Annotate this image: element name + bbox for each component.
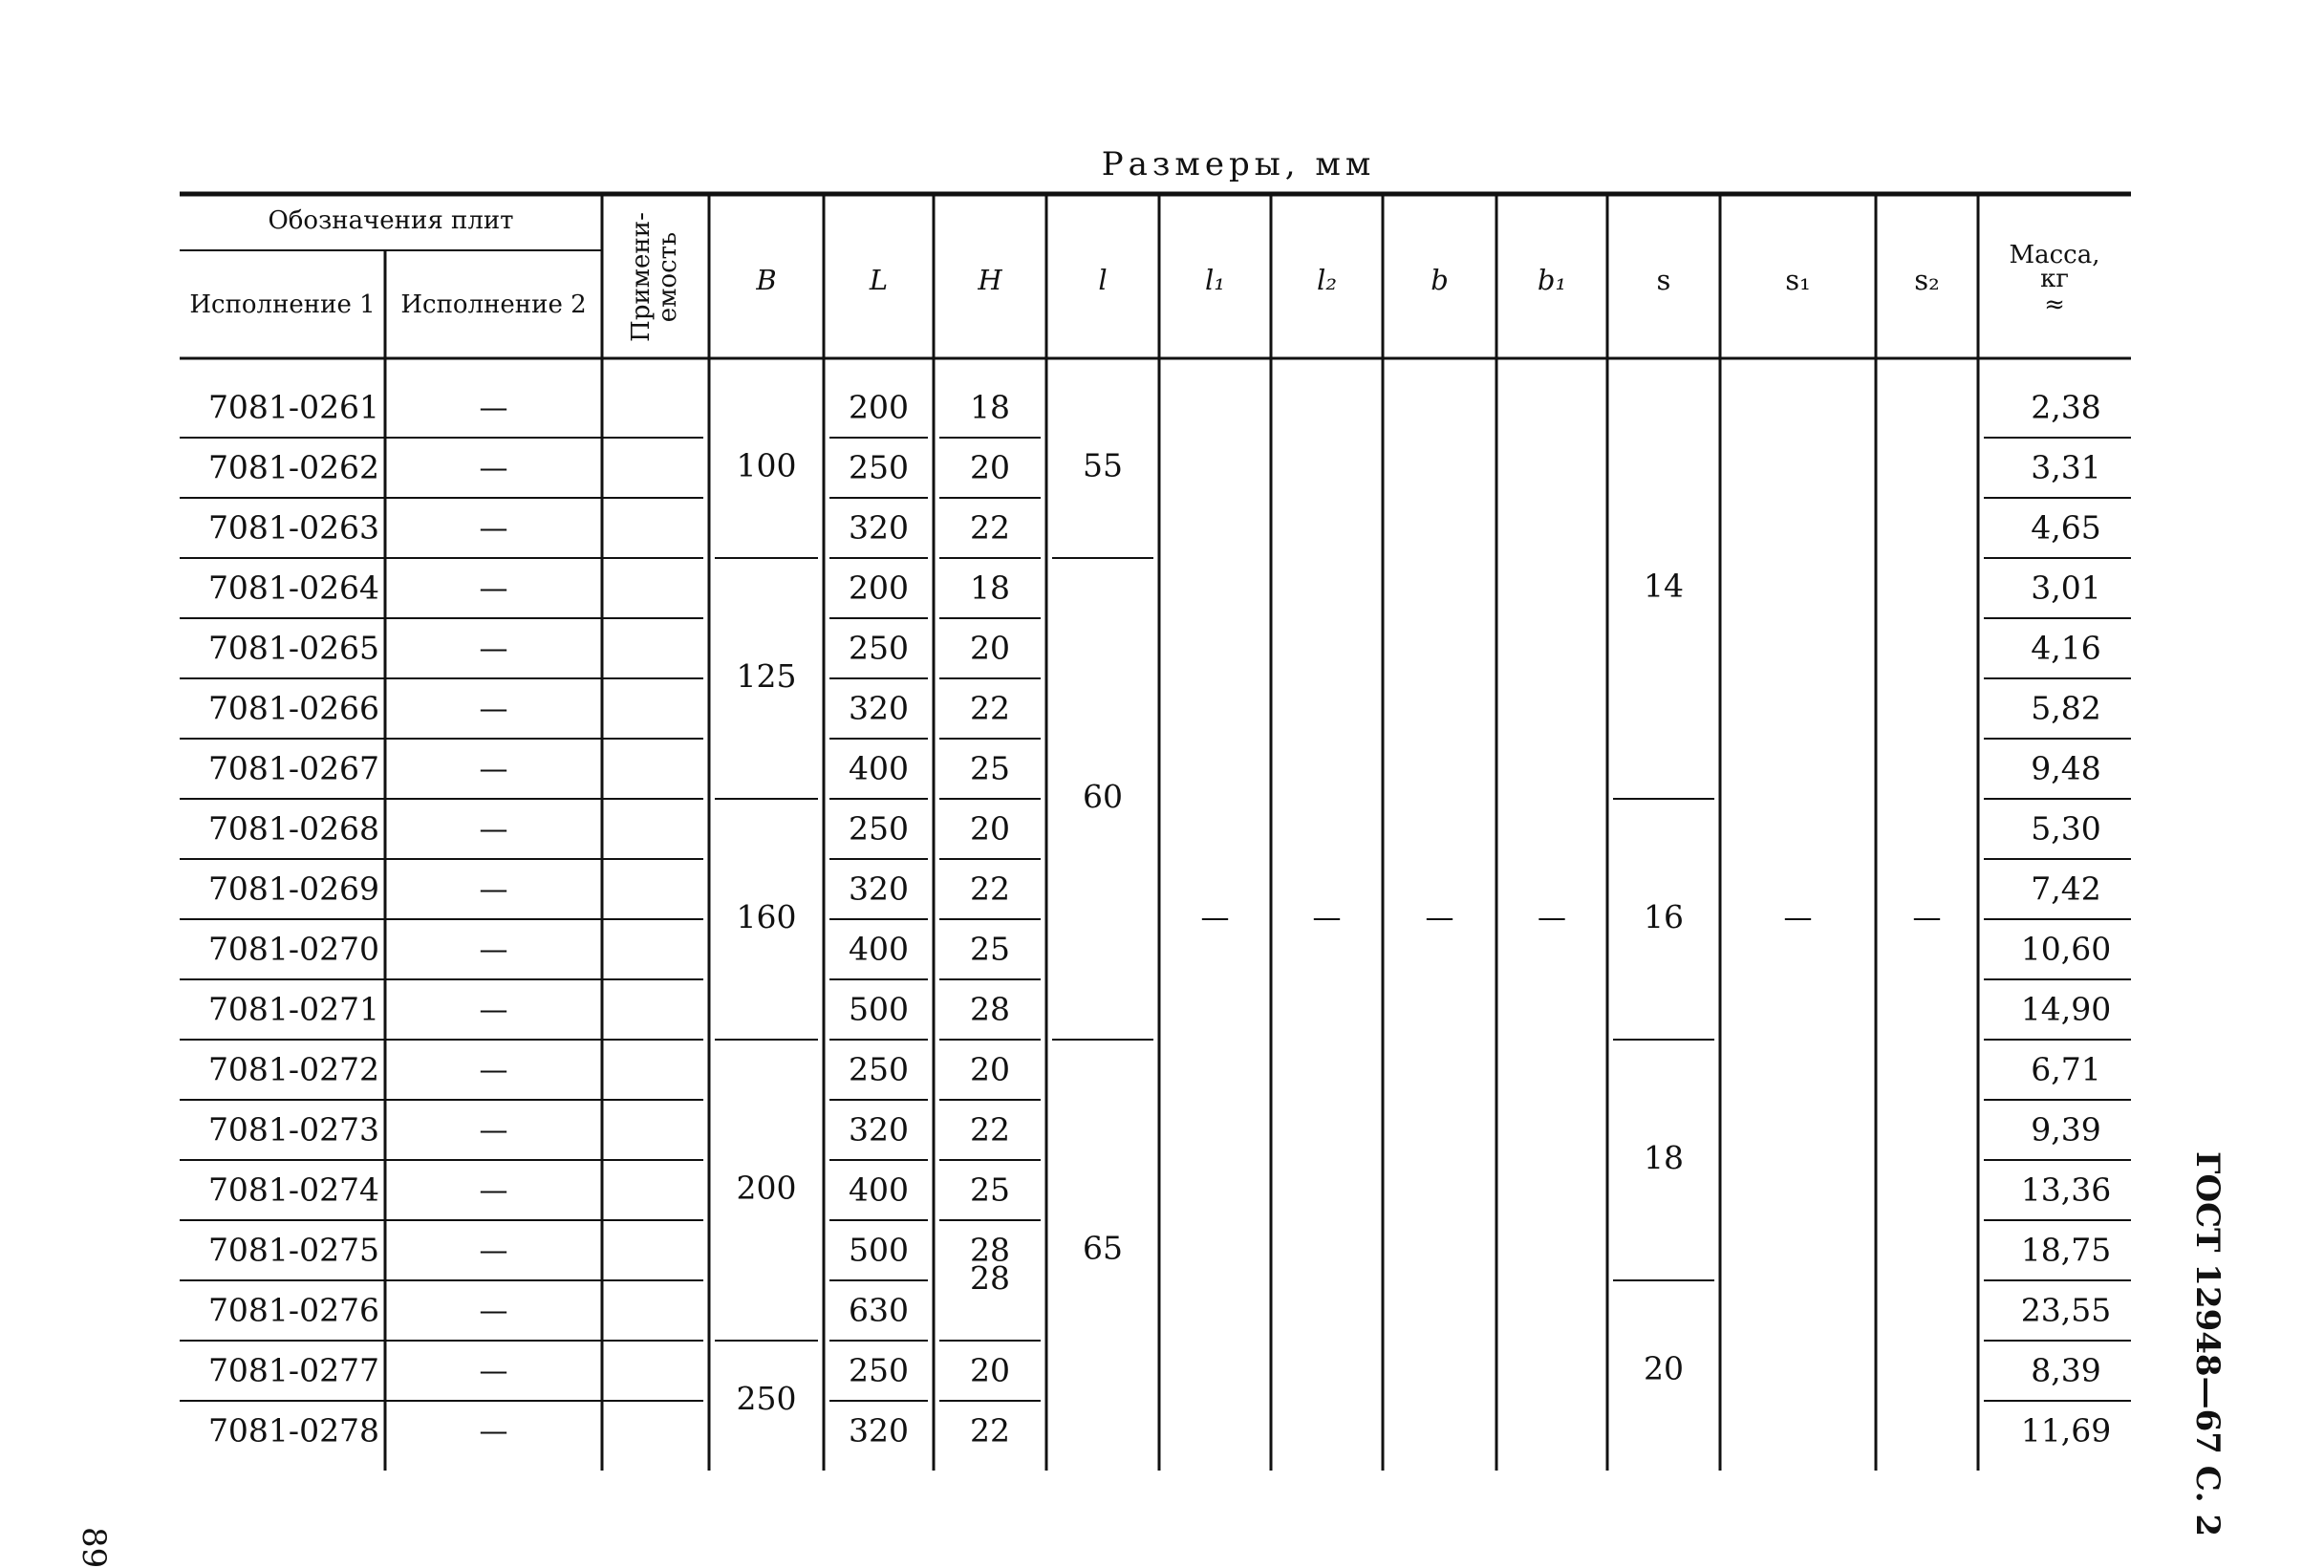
- span-dash: —: [1912, 901, 1942, 934]
- row-L: 400: [849, 930, 909, 968]
- group-l: 60: [1083, 778, 1123, 815]
- row-H: 20: [970, 629, 1010, 667]
- page-number: 89: [75, 1527, 113, 1568]
- row-execution-2-dash: —: [479, 511, 508, 546]
- header-b1: b₁: [1537, 264, 1567, 296]
- row-L: 500: [849, 990, 909, 1028]
- group-s: 16: [1644, 898, 1684, 935]
- header-L: L: [869, 264, 889, 296]
- row-H: 22: [970, 1110, 1010, 1149]
- row-code: 7081-0270: [207, 930, 380, 968]
- row-mass: 23,55: [2020, 1291, 2112, 1329]
- span-dash: —: [1312, 901, 1342, 934]
- row-execution-2-dash: —: [479, 451, 508, 485]
- row-L: 320: [849, 508, 909, 547]
- header-s: s: [1656, 264, 1671, 296]
- row-mass: 8,39: [2031, 1351, 2101, 1389]
- row-L: 320: [849, 689, 909, 727]
- row-mass: 14,90: [2020, 990, 2112, 1028]
- row-execution-2-dash: —: [479, 692, 508, 726]
- group-l: 55: [1083, 446, 1123, 484]
- row-execution-2-dash: —: [479, 632, 508, 666]
- row-execution-2-dash: —: [479, 1053, 508, 1087]
- row-mass: 13,36: [2020, 1171, 2112, 1209]
- header-s1: s₁: [1785, 264, 1811, 296]
- span-dash: —: [1538, 901, 1566, 934]
- row-L: 250: [849, 629, 909, 667]
- row-code: 7081-0272: [207, 1050, 380, 1088]
- row-execution-2-dash: —: [479, 993, 508, 1027]
- span-dash: —: [1425, 901, 1454, 934]
- row-L: 500: [849, 1231, 909, 1269]
- header-designation: Обозначения плит: [268, 206, 514, 235]
- row-H: 25: [970, 1171, 1010, 1209]
- row-code: 7081-0269: [207, 870, 380, 908]
- header-b: b: [1431, 264, 1449, 296]
- group-B: 160: [736, 898, 797, 935]
- row-H: 20: [970, 448, 1010, 486]
- row-execution-2-dash: —: [479, 752, 508, 786]
- row-mass: 5,82: [2031, 689, 2101, 727]
- row-mass: 9,48: [2031, 749, 2101, 787]
- row-H: 22: [970, 1411, 1010, 1450]
- row-L: 250: [849, 448, 909, 486]
- row-code: 7081-0262: [207, 448, 380, 486]
- header-s2: s₂: [1914, 264, 1940, 296]
- row-mass: 3,31: [2031, 448, 2101, 486]
- header-applicability-line: емость: [654, 231, 682, 323]
- group-s: 20: [1644, 1349, 1684, 1387]
- row-H: 22: [970, 689, 1010, 727]
- row-H: 28: [970, 1231, 1010, 1269]
- row-mass: 10,60: [2020, 930, 2112, 968]
- row-H: 25: [970, 930, 1010, 968]
- row-mass: 4,65: [2031, 508, 2101, 547]
- group-H: 28: [970, 1259, 1010, 1297]
- row-code: 7081-0265: [207, 629, 380, 667]
- row-H: 22: [970, 870, 1010, 908]
- row-mass: 18,75: [2020, 1231, 2112, 1269]
- group-s: 18: [1644, 1139, 1684, 1176]
- row-code: 7081-0276: [207, 1291, 380, 1329]
- row-code: 7081-0268: [207, 809, 380, 848]
- row-execution-2-dash: —: [479, 391, 508, 425]
- header-l: l: [1098, 264, 1108, 296]
- group-B: 200: [736, 1169, 797, 1207]
- header-l1: l₁: [1205, 264, 1225, 296]
- row-execution-2-dash: —: [479, 1294, 508, 1328]
- row-L: 250: [849, 1050, 909, 1088]
- row-L: 320: [849, 1411, 909, 1450]
- row-H: 20: [970, 1351, 1010, 1389]
- row-H: 28: [970, 990, 1010, 1028]
- header-H: H: [978, 264, 1002, 296]
- row-L: 320: [849, 870, 909, 908]
- row-mass: 2,38: [2031, 388, 2101, 426]
- row-L: 320: [849, 1110, 909, 1149]
- row-execution-2-dash: —: [479, 812, 508, 847]
- row-L: 250: [849, 809, 909, 848]
- row-execution-2-dash: —: [479, 571, 508, 606]
- row-mass: 6,71: [2031, 1050, 2101, 1088]
- header-mass: Масса,: [2009, 241, 2100, 269]
- row-execution-2-dash: —: [479, 933, 508, 967]
- row-mass: 7,42: [2031, 870, 2101, 908]
- row-mass: 4,16: [2031, 629, 2101, 667]
- row-code: 7081-0264: [207, 569, 380, 607]
- header-l2: l₂: [1317, 264, 1337, 296]
- row-mass: 5,30: [2031, 809, 2101, 848]
- row-L: 250: [849, 1351, 909, 1389]
- row-H: 25: [970, 749, 1010, 787]
- row-H: 18: [970, 569, 1010, 607]
- row-code: 7081-0271: [207, 990, 380, 1028]
- table-title: Размеры, мм: [1101, 145, 1376, 183]
- header-B: B: [756, 264, 777, 296]
- group-l: 65: [1083, 1229, 1123, 1267]
- row-execution-2-dash: —: [479, 1354, 508, 1388]
- row-code: 7081-0275: [207, 1231, 380, 1269]
- header-applicability: [627, 212, 682, 342]
- row-code: 7081-0263: [207, 508, 380, 547]
- row-execution-2-dash: —: [479, 1414, 508, 1449]
- row-L: 200: [849, 388, 909, 426]
- row-code: 7081-0274: [207, 1171, 380, 1209]
- row-H: 18: [970, 388, 1010, 426]
- header-mass-approx: ≈: [2044, 290, 2065, 319]
- row-H: 20: [970, 1050, 1010, 1088]
- row-H: 22: [970, 508, 1010, 547]
- row-code: 7081-0277: [207, 1351, 380, 1389]
- row-execution-2-dash: —: [479, 1113, 508, 1148]
- group-B: 250: [736, 1380, 797, 1417]
- row-H: 20: [970, 809, 1010, 848]
- standard-label: ГОСТ 12948—67 С. 2: [2188, 1151, 2227, 1537]
- group-B: 125: [736, 657, 797, 695]
- header-execution-2: Исполнение 2: [400, 290, 587, 319]
- row-L: 400: [849, 1171, 909, 1209]
- group-s: 14: [1644, 567, 1684, 605]
- row-execution-2-dash: —: [479, 1173, 508, 1208]
- row-mass: 11,69: [2020, 1411, 2112, 1450]
- row-L: 400: [849, 749, 909, 787]
- row-code: 7081-0278: [207, 1411, 380, 1450]
- row-mass: 9,39: [2031, 1110, 2101, 1149]
- row-code: 7081-0267: [207, 749, 380, 787]
- row-mass: 3,01: [2031, 569, 2101, 607]
- row-L: 200: [849, 569, 909, 607]
- header-execution-1: Исполнение 1: [189, 290, 376, 319]
- span-dash: —: [1783, 901, 1813, 934]
- row-code: 7081-0266: [207, 689, 380, 727]
- span-dash: —: [1200, 901, 1230, 934]
- row-execution-2-dash: —: [479, 1234, 508, 1268]
- row-execution-2-dash: —: [479, 872, 508, 907]
- header-applicability-line: Примени-: [627, 212, 656, 342]
- header-mass-unit: кг: [2040, 265, 2069, 293]
- row-L: 630: [849, 1291, 909, 1329]
- row-code: 7081-0261: [207, 388, 380, 426]
- group-B: 100: [736, 446, 797, 484]
- row-code: 7081-0273: [207, 1110, 380, 1149]
